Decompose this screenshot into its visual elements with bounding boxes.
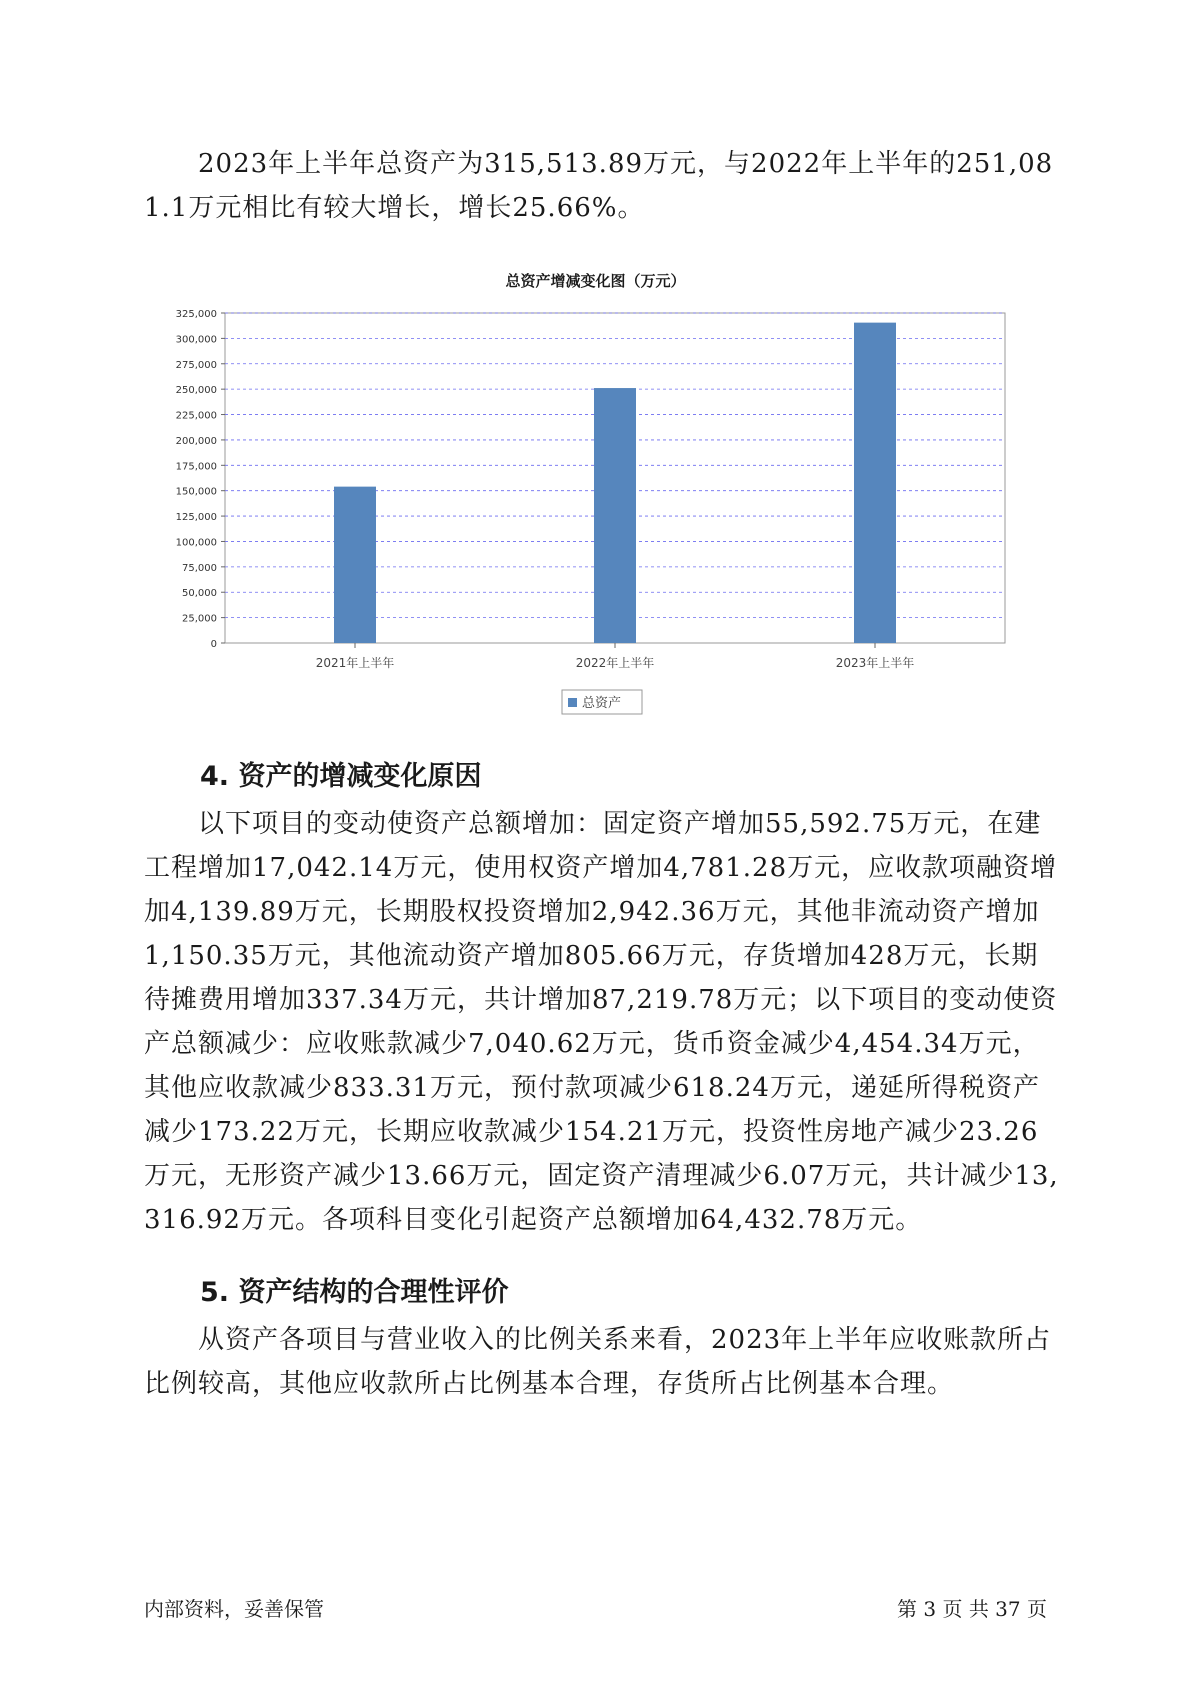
y-tick-label: 175,000	[175, 461, 217, 473]
bar	[334, 487, 376, 643]
total-assets-bar-chart	[0, 0, 1191, 711]
y-tick-label: 275,000	[175, 359, 217, 371]
y-tick-label: 25,000	[182, 613, 217, 625]
section-5-body: 从资产各项目与营业收入的比例关系来看，2023年上半年应收账款所占比例较高，其他应收款所占比例基本合理，存货所占比例基本合理。	[144, 1325, 1052, 1399]
bar	[594, 388, 636, 643]
summary-paragraph: 2023年上半年总资产为315,513.89万元，与2022年上半年的251,081.1万元相比有较大增长，增长25.66%。	[144, 149, 1054, 223]
footer-confidential-note: 内部资料，妥善保管	[144, 1597, 324, 1621]
y-tick-label: 325,000	[175, 309, 217, 320]
x-tick-label: 2023年上半年	[835, 656, 915, 670]
y-tick-label: 100,000	[175, 537, 217, 549]
y-tick-label: 50,000	[182, 588, 217, 600]
section-4-body: 以下项目的变动使资产总额增加：固定资产增加55,592.75万元，在建工程增加17,042.14万元，使用权资产增加4,781.28万元，应收款项融资增加4,139.89万元，长期股权投资增加2,942.36万元，其他非流动资产增加1,150.35万元，其他流动资产增加805.66万元，存货增加428万元，长期待摊费用增加337.34万元，共计增加87,219.78万元；以下项目的变动使资产总额减少：应收账款减少7,040.62万元，货币资金减少4,454.34万元，其他应收款减少833.31万元，预付款项减少618.24万元，递延所得税资产减少173.22万元，长期应收款减少154.21万元，投资性房地产减少23.26万元，无形资产减少13.66万元，固定资产清理减少6.07万元，共计减少13,316.92万元。各项科目变化引起资产总额增加64,432.78万元。	[144, 809, 1059, 1235]
y-tick-label: 300,000	[175, 334, 217, 346]
footer-page-number: 第 3 页 共 37 页	[897, 1597, 1047, 1621]
y-tick-label: 200,000	[175, 435, 217, 447]
y-tick-label: 250,000	[175, 385, 217, 397]
section-4-heading: 4. 资产的增减变化原因	[200, 761, 482, 792]
y-tick-label: 0	[210, 639, 217, 650]
x-tick-label: 2021年上半年	[315, 656, 395, 670]
section-5-heading: 5. 资产结构的合理性评价	[200, 1277, 509, 1308]
legend-label: 总资产	[582, 696, 622, 711]
y-tick-label: 150,000	[175, 486, 217, 498]
y-tick-label: 225,000	[175, 410, 217, 422]
bar	[854, 323, 896, 643]
legend-swatch	[568, 698, 577, 707]
chart-title: 总资产增减变化图（万元）	[505, 272, 686, 290]
y-tick-label: 75,000	[182, 562, 217, 574]
x-tick-label: 2022年上半年	[575, 656, 655, 670]
y-tick-label: 125,000	[175, 512, 217, 524]
